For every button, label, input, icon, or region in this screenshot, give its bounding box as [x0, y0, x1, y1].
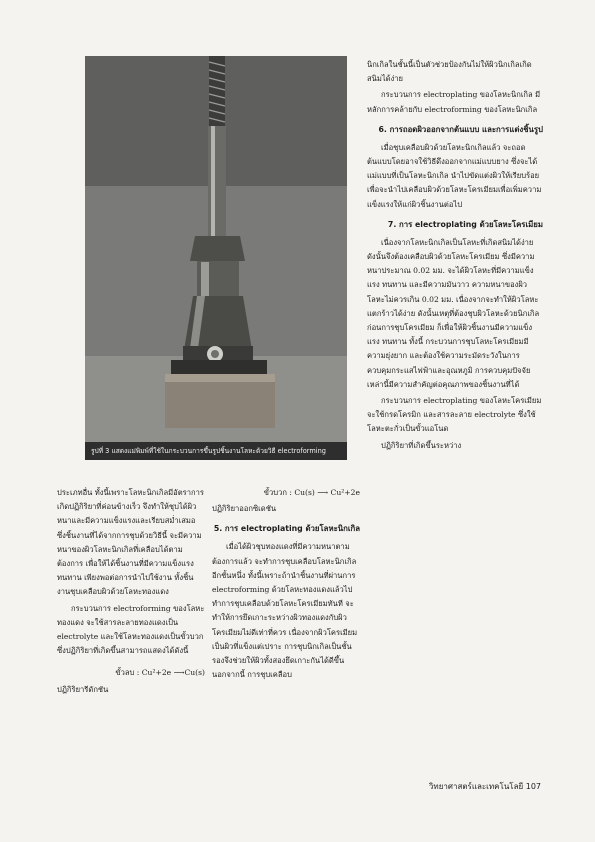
paragraph: เมื่อได้ผิวชุบทองแดงที่มีความหนาตามต้องการแล้ว จะทำการชุบเคลือบโลหะนิกเกิลอีกชั้นหนึ่ง ทั้งนี้เพราะถ้านำชิ้นงานที่ผ่านการ electroforming ด้วยโลหะทองแดงแล้วไปทำการชุบเคลือบด้วยโลหะโครเมียมทันที จะทำให้การยึดเกาะระหว่างผิวทองแดงกับผิวโครเมียมไม่ดีเท่าที่ควร เนื่องจากผิวโครเมียมเป็นผิวที่แข็งแต่เปราะ การชุบนิกเกิลเป็นชั้นรองจึงช่วยให้ผิวทั้งสองยึดเกาะกันได้ดีขึ้น นอกจากนี้ การชุบเคลือบ	[212, 542, 358, 680]
paragraph: เนื่องจากโลหะนิกเกิลเป็นโลหะที่เกิดสนิมได้ง่าย ดังนั้นจึงต้องเคลือบผิวด้วยโลหะโครเมียม ซึ่งมีความหนาประมาณ 0.02 มม. จะได้ผิวโลหะที่มีความแข็งแรง ทนทาน และมีความมันวาว ความหนาของผิวโลหะไม่ควรเกิน 0.02 มม. เนื่องจากจะทำให้ผิวโลหะแตกร้าวได้ง่าย ดังนั้นเหตุที่ต้องชุบผิวโลหะด้วยนิกเกิลก่อนการชุบโครเมียม ก็เพื่อให้ผิวชิ้นงานมีความแข็งแรง ทนทาน ทั้งนี้ กระบวนการชุบโลหะโครเมียมมีความยุ่งยาก และต้องใช้ความระมัดระวังในการควบคุมกระแสไฟฟ้าและอุณหภูมิ การควบคุมปัจจัยเหล่านี้มีความสำคัญต่อคุณภาพของชิ้นงานที่ได้	[367, 237, 540, 389]
paragraph: กระบวนการ electroplating ของโลหะโครเมียม จะใช้กรดโครมิก และสารละลาย electrolyte ซึ่งใช้โลหะตะกั่วเป็นขั้วแอโนด	[367, 396, 542, 434]
left-column	[57, 486, 205, 699]
paragraph: ปฏิกิริยาที่เกิดขึ้นระหว่าง	[381, 440, 462, 450]
equation: ขั้วลบ : Cu²+2e ⟶Cu(s)	[115, 668, 205, 678]
middle-column	[212, 486, 360, 684]
equation-caption: ปฏิกิริยารีดักชัน	[57, 684, 109, 694]
page-footer: วิทยาศาสตร์และเทคโนโลยี 107	[428, 782, 541, 791]
right-column	[367, 58, 543, 455]
paragraph: กระบวนการ electroplating ของโลหะนิกเกิล มีหลักการคล้ายกับ electroforming ของโลหะนิกเกิล	[367, 90, 541, 114]
figure-caption: รูปที่ 3 แสดงแม่พิมพ์ที่ใช้ในกระบวนการขึ้นรูปชิ้นงานโลหะด้วยวิธี electroforming	[85, 442, 347, 460]
paragraph: เมื่อชุบเคลือบผิวด้วยโลหะนิกเกิลแล้ว จะถอดต้นแบบโดยอาจใช้วิธีดึงออกจากแม่แบบยาง ซึ่งจะได้แม่แบบที่เป็นโลหะนิกเกิล นำไปขัดแต่งผิวให้เรียบร้อย เพื่อจะนำไปเคลือบผิวด้วยโลหะโครเมียมเพื่อเพิ่มความแข็งแรงให้แก่ผิวชิ้นงานต่อไป	[367, 142, 542, 209]
paragraph: กระบวนการ electroforming ของโลหะทองแดง จะใช้สารละลายทองแดงเป็น electrolyte และใช้โลหะทองแดงเป็นขั้วบวก ซึ่งปฏิกิริยาที่เกิดขึ้นสามารถแสดงได้ดังนี้	[57, 603, 205, 656]
metal-mold-illustration	[85, 56, 347, 460]
paragraph: ประเภทอื่น ทั้งนี้เพราะโลหะนิกเกิลมีอัตราการเกิดปฏิกิริยาที่ค่อนข้างเร็ว จึงทำให้ชุบได้ผิวหนาและมีความแข็งแรงและเรียบสม่ำเสมอ ซึ่งชิ้นงานที่ได้จากการชุบด้วยวิธีนี้ จะมีความหนาของผิวโลหะนิกเกิลที่เคลือบได้ตามต้องการ เพื่อให้ได้ชิ้นงานที่มีความแข็งแรงทนทาน เพียงพอต่อการนำไปใช้งาน ทั้งชิ้นงานชุบเคลือบผิวด้วยโลหะทองแดง	[57, 488, 204, 597]
figure-photo	[85, 56, 347, 460]
equation-caption: ปฏิกิริยาออกซิเดชัน	[212, 504, 277, 514]
paragraph: นิกเกิลในชั้นนี้เป็นตัวช่วยป้องกันไม่ให้ผิวนิกเกิลเกิดสนิมได้ง่าย	[367, 60, 532, 84]
equation: ขั้วบวก : Cu(s) ⟶ Cu²+2e	[263, 488, 360, 497]
section-heading-7: 7. การ electroplating ด้วยโลหะโครเมียม	[387, 219, 543, 229]
section-heading-5: 5. การ electroplating ด้วยโลหะนิกเกิล	[213, 524, 360, 534]
section-heading-6: 6. การถอดผิวออกจากต้นแบบ และการแต่งชิ้นรูป	[378, 124, 543, 134]
